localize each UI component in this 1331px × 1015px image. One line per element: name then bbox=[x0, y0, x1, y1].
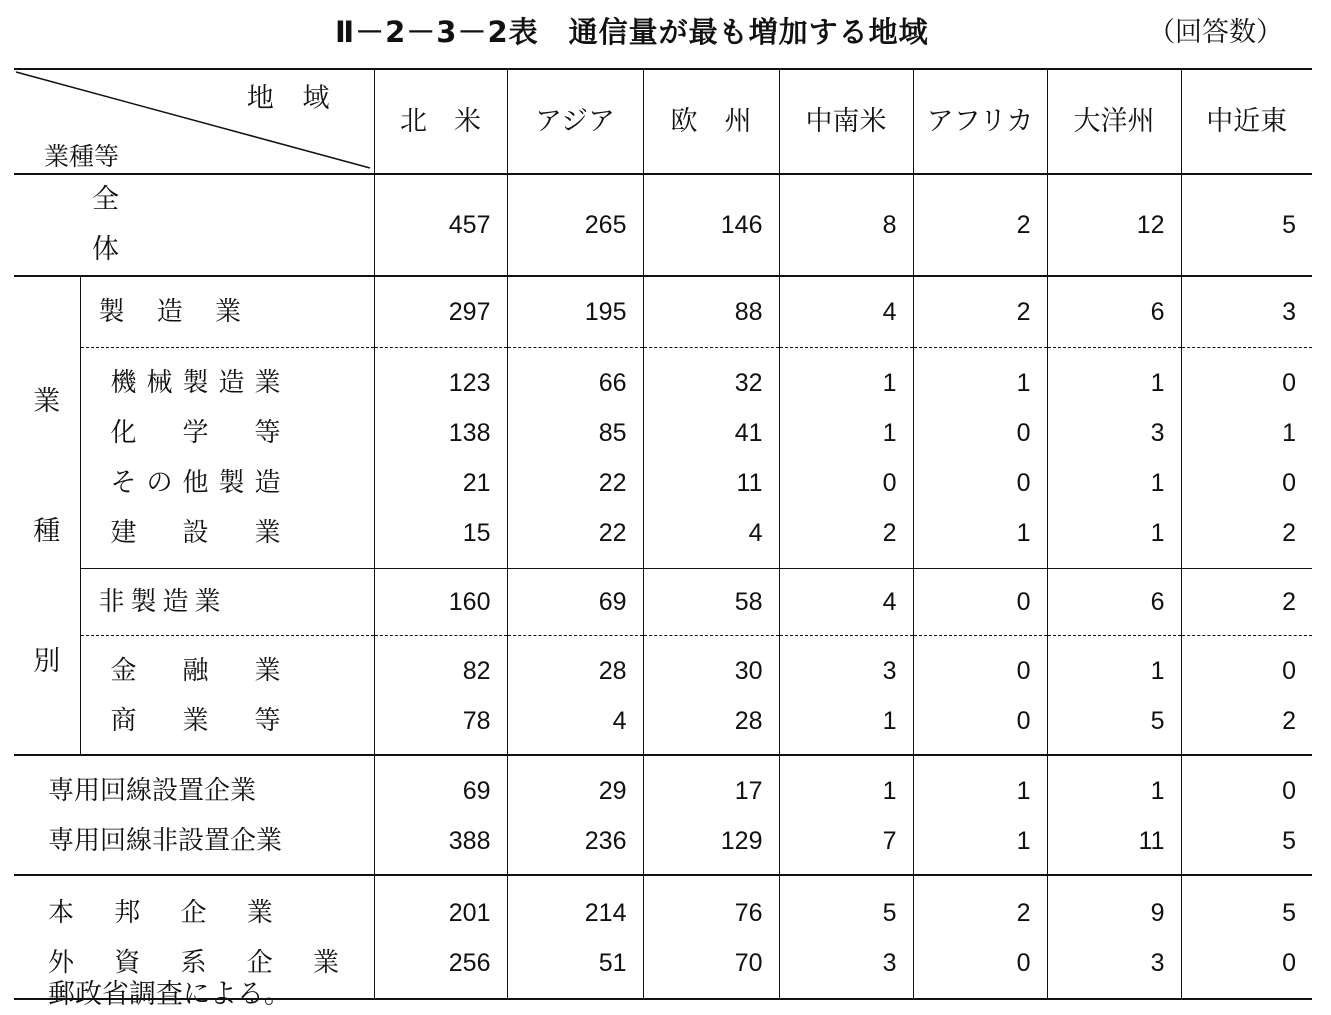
side-label-char: 別 bbox=[33, 646, 61, 677]
table-row bbox=[14, 816, 1312, 875]
cell: 41 bbox=[643, 408, 779, 458]
side-label bbox=[14, 276, 80, 755]
corner-cell bbox=[14, 69, 374, 174]
cell: 0 bbox=[913, 636, 1047, 697]
data-table bbox=[14, 68, 1312, 1000]
cell: 4 bbox=[507, 696, 643, 754]
cell: 2 bbox=[779, 508, 913, 569]
cell: 1 bbox=[1181, 408, 1312, 458]
cell: 11 bbox=[643, 458, 779, 508]
cell: 1 bbox=[779, 696, 913, 754]
cell: 0 bbox=[1181, 636, 1312, 697]
cell: 76 bbox=[643, 875, 779, 938]
cell: 201 bbox=[374, 875, 507, 938]
cell: 70 bbox=[643, 938, 779, 999]
cell: 4 bbox=[779, 569, 913, 636]
table-row bbox=[14, 458, 1312, 508]
cell: 1 bbox=[913, 816, 1047, 875]
side-label-char: 種 bbox=[33, 516, 61, 547]
row-label: 製 造 業 bbox=[80, 276, 374, 348]
cell: 1 bbox=[913, 508, 1047, 569]
cell: 2 bbox=[1181, 696, 1312, 754]
cell: 2 bbox=[1181, 569, 1312, 636]
cell: 2 bbox=[913, 276, 1047, 348]
cell: 129 bbox=[643, 816, 779, 875]
col-header: 北 米 bbox=[374, 69, 507, 174]
cell: 236 bbox=[507, 816, 643, 875]
table-row bbox=[14, 875, 1312, 938]
unit-label: （回答数） bbox=[1148, 17, 1283, 48]
table-row bbox=[14, 174, 1312, 276]
cell: 5 bbox=[1181, 174, 1312, 276]
cell: 138 bbox=[374, 408, 507, 458]
cell: 30 bbox=[643, 636, 779, 697]
table-row bbox=[14, 569, 1312, 636]
cell: 256 bbox=[374, 938, 507, 999]
cell: 22 bbox=[507, 508, 643, 569]
cell: 69 bbox=[507, 569, 643, 636]
cell: 66 bbox=[507, 348, 643, 409]
cell: 7 bbox=[779, 816, 913, 875]
cell: 69 bbox=[374, 755, 507, 816]
cell: 2 bbox=[913, 174, 1047, 276]
cell: 3 bbox=[779, 938, 913, 999]
table-title: Ⅱ－2－3－2表 通信量が最も増加する地域 bbox=[335, 15, 929, 49]
row-label: 外 資 系 企 業 bbox=[14, 938, 374, 999]
cell: 1 bbox=[779, 348, 913, 409]
row-label: その他製造 bbox=[110, 468, 291, 498]
cell: 4 bbox=[643, 508, 779, 569]
cell: 1 bbox=[1047, 755, 1181, 816]
cell: 1 bbox=[1047, 348, 1181, 409]
cell: 0 bbox=[1181, 938, 1312, 999]
row-label: 建 設 業 bbox=[110, 518, 291, 548]
cell: 0 bbox=[913, 696, 1047, 754]
cell: 28 bbox=[643, 696, 779, 754]
col-header: 欧 州 bbox=[643, 69, 779, 174]
col-header: アフリカ bbox=[913, 69, 1047, 174]
cell: 297 bbox=[374, 276, 507, 348]
cell: 2 bbox=[913, 875, 1047, 938]
cell: 0 bbox=[913, 938, 1047, 999]
cell: 1 bbox=[1047, 508, 1181, 569]
cell: 457 bbox=[374, 174, 507, 276]
cell: 3 bbox=[1047, 938, 1181, 999]
cell: 0 bbox=[779, 458, 913, 508]
table-row bbox=[14, 696, 1312, 754]
corner-region-label: 地 域 bbox=[246, 83, 340, 114]
cell: 6 bbox=[1047, 276, 1181, 348]
cell: 0 bbox=[913, 408, 1047, 458]
cell: 21 bbox=[374, 458, 507, 508]
cell: 17 bbox=[643, 755, 779, 816]
corner-industry-label: 業種等 bbox=[44, 142, 120, 171]
row-label: 全 体 bbox=[92, 184, 653, 265]
table-row bbox=[14, 408, 1312, 458]
cell: 160 bbox=[374, 569, 507, 636]
row-label: 非製造業 bbox=[80, 569, 374, 636]
cell: 3 bbox=[1047, 408, 1181, 458]
table-row bbox=[14, 755, 1312, 816]
cell: 0 bbox=[1181, 348, 1312, 409]
row-label: 機械製造業 bbox=[80, 348, 374, 409]
cell: 265 bbox=[507, 174, 643, 276]
cell: 82 bbox=[374, 636, 507, 697]
row-label: 専用回線非設置企業 bbox=[48, 826, 283, 856]
cell: 2 bbox=[1181, 508, 1312, 569]
cell: 11 bbox=[1047, 816, 1181, 875]
col-header: 中近東 bbox=[1181, 69, 1312, 174]
cell: 0 bbox=[1181, 458, 1312, 508]
cell: 78 bbox=[374, 696, 507, 754]
header-row bbox=[14, 69, 1312, 174]
cell: 1 bbox=[1047, 636, 1181, 697]
cell: 4 bbox=[779, 276, 913, 348]
cell: 0 bbox=[913, 569, 1047, 636]
cell: 1 bbox=[779, 408, 913, 458]
cell: 5 bbox=[1181, 875, 1312, 938]
cell: 5 bbox=[1181, 816, 1312, 875]
cell: 1 bbox=[913, 755, 1047, 816]
cell: 195 bbox=[507, 276, 643, 348]
cell: 28 bbox=[507, 636, 643, 697]
cell: 0 bbox=[913, 458, 1047, 508]
cell: 29 bbox=[507, 755, 643, 816]
cell: 3 bbox=[1181, 276, 1312, 348]
row-label: 専用回線設置企業 bbox=[14, 755, 374, 816]
col-header: アジア bbox=[507, 69, 643, 174]
cell: 388 bbox=[374, 816, 507, 875]
table-row bbox=[14, 348, 1312, 409]
cell: 15 bbox=[374, 508, 507, 569]
col-header: 中南米 bbox=[779, 69, 913, 174]
col-header: 大洋州 bbox=[1047, 69, 1181, 174]
row-label: 商 業 等 bbox=[110, 706, 291, 736]
cell: 6 bbox=[1047, 569, 1181, 636]
cell: 32 bbox=[643, 348, 779, 409]
cell: 146 bbox=[643, 174, 779, 276]
cell: 88 bbox=[643, 276, 779, 348]
cell: 123 bbox=[374, 348, 507, 409]
table-row bbox=[14, 276, 1312, 348]
cell: 1 bbox=[779, 755, 913, 816]
cell: 12 bbox=[1047, 174, 1181, 276]
cell: 5 bbox=[779, 875, 913, 938]
cell: 85 bbox=[507, 408, 643, 458]
cell: 0 bbox=[1181, 755, 1312, 816]
cell: 5 bbox=[1047, 696, 1181, 754]
cell: 22 bbox=[507, 458, 643, 508]
source-note: 郵政省調査による。 bbox=[48, 979, 291, 1010]
table-row bbox=[14, 636, 1312, 697]
cell: 1 bbox=[913, 348, 1047, 409]
cell: 9 bbox=[1047, 875, 1181, 938]
cell: 58 bbox=[643, 569, 779, 636]
row-label: 金 融 業 bbox=[80, 636, 374, 697]
cell: 3 bbox=[779, 636, 913, 697]
cell: 1 bbox=[1047, 458, 1181, 508]
side-label-char: 業 bbox=[33, 386, 61, 417]
cell: 214 bbox=[507, 875, 643, 938]
cell: 8 bbox=[779, 174, 913, 276]
row-label: 本 邦 企 業 bbox=[14, 875, 374, 938]
row-label: 化 学 等 bbox=[110, 418, 291, 448]
table-row bbox=[14, 508, 1312, 569]
cell: 51 bbox=[507, 938, 643, 999]
